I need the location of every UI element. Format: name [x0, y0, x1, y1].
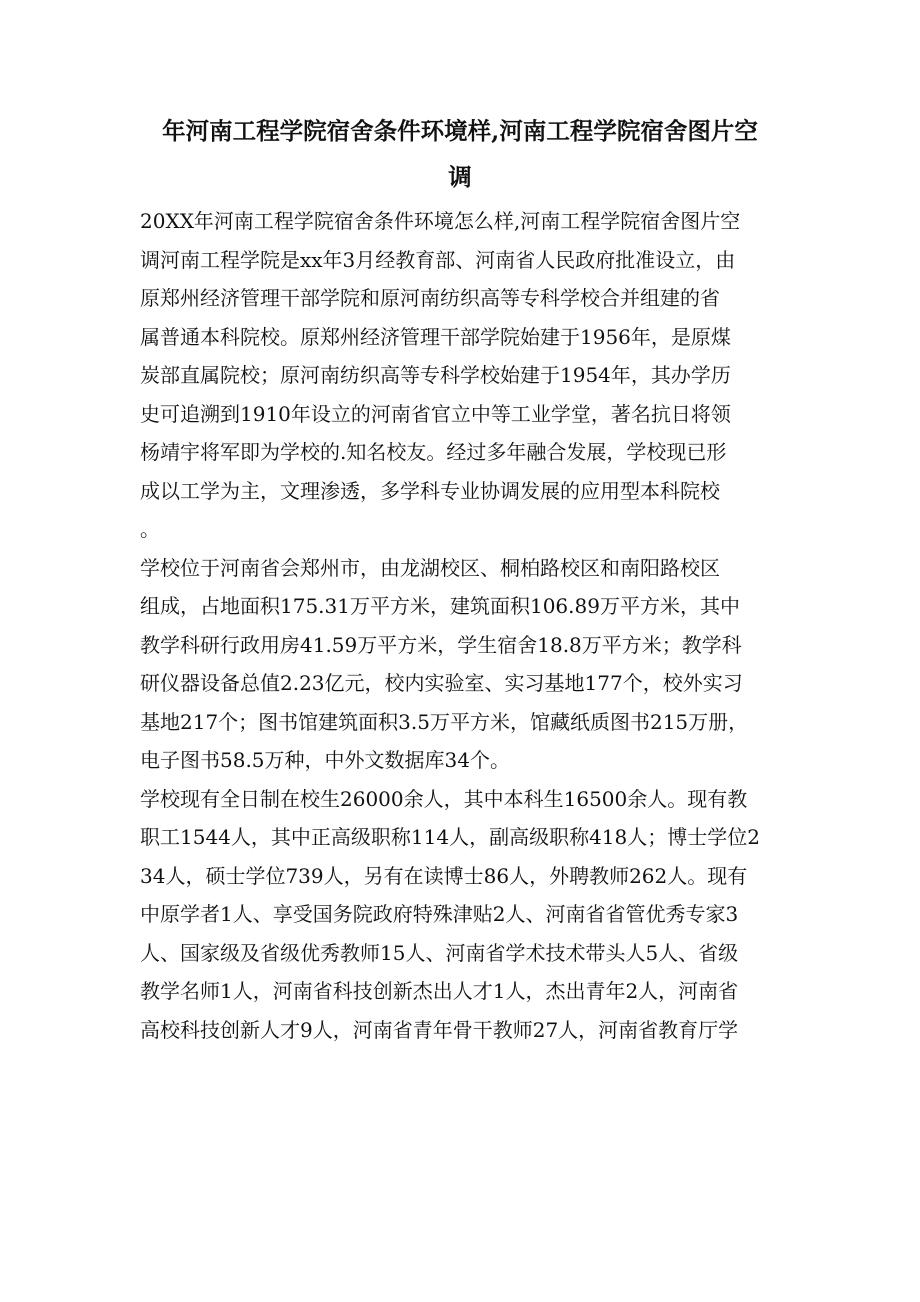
text-line: 基地217个；图书馆建筑面积3.5万平方米，馆藏纸质图书215万册，	[140, 709, 749, 734]
text-line: 学校现有全日制在校生26000余人，其中本科生16500余人。现有教	[140, 786, 748, 811]
text-line: 杨靖宇将军即为学校的.知名校友。经过多年融合发展，学校现已形	[140, 440, 727, 464]
paragraph-campus	[140, 549, 800, 780]
text-line: 学校位于河南省会郑州市，由龙湖校区、桐柏路校区和南阳路校区	[140, 555, 720, 580]
text-line: 组成，占地面积175.31万平方米，建筑面积106.89万平方米，其中	[140, 594, 740, 618]
text-line: 。	[140, 517, 160, 541]
text-line: 教学科研行政用房41.59万平方米，学生宿舍18.8万平方米；教学科	[140, 632, 742, 657]
title-line: 调	[448, 163, 472, 191]
text-line: 高校科技创新人才9人，河南省青年骨干教师27人，河南省教育厅学	[140, 1017, 739, 1042]
text-line: 研仪器设备总值2.23亿元，校内实验室、实习基地177个，校外实习	[140, 671, 743, 695]
text-line: 职工1544人，其中正高级职称114人，副高级职称418人；博士学位2	[140, 825, 760, 849]
text-line: 教学名师1人，河南省科技创新杰出人才1人，杰出青年2人，河南省	[140, 979, 739, 1003]
text-line: 34人，硕士学位739人，另有在读博士86人，外聘教师262人。现有	[140, 863, 748, 888]
text-line: 电子图书58.5万种，中外文数据库34个。	[140, 748, 510, 772]
title-line: 年河南工程学院宿舍条件环境样,河南工程学院宿舍图片空	[162, 117, 758, 145]
paragraph-intro	[140, 202, 800, 549]
document-title	[140, 108, 780, 200]
text-line: 史可追溯到1910年设立的河南省官立中等工业学堂，著名抗日将领	[140, 401, 731, 426]
text-line: 炭部直属院校；原河南纺织高等专科学校始建于1954年，其办学历	[140, 363, 731, 387]
text-line: 调河南工程学院是xx年3月经教育部、河南省人民政府批准设立，由	[140, 247, 736, 272]
document-body	[140, 202, 800, 1049]
text-line: 中原学者1人、享受国务院政府特殊津贴2人、河南省省管优秀专家3	[140, 902, 739, 926]
text-line: 20XX年河南工程学院宿舍条件环境怎么样,河南工程学院宿舍图片空	[140, 209, 741, 233]
text-line: 成以工学为主，文理渗透，多学科专业协调发展的应用型本科院校	[140, 478, 720, 503]
paragraph-staff	[140, 780, 800, 1050]
text-line: 属普通本科院校。原郑州经济管理干部学院始建于1956年，是原煤	[140, 324, 731, 349]
text-line: 人、国家级及省级优秀教师15人、河南省学术技术带头人5人、省级	[140, 940, 739, 965]
text-line: 原郑州经济管理干部学院和原河南纺织高等专科学校合并组建的省	[140, 286, 720, 310]
